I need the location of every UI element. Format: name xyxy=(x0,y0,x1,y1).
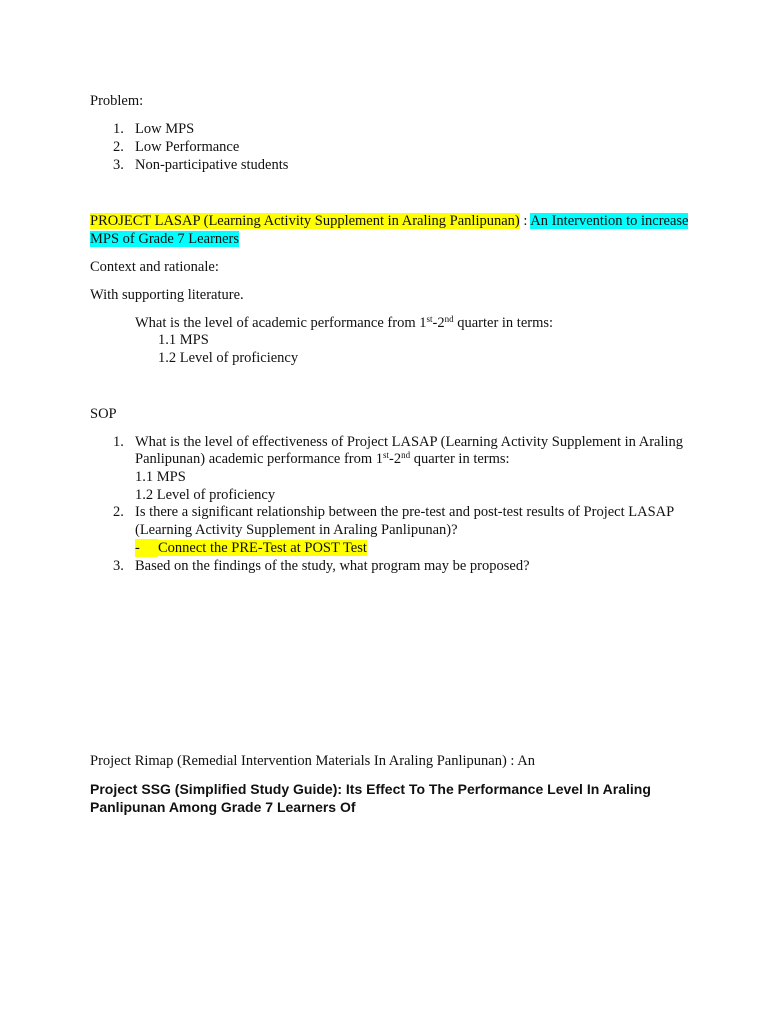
ssg-title-line2: Panlipunan Among Grade 7 Learners Of xyxy=(90,799,356,815)
rimap-line: Project Rimap (Remedial Intervention Materials In Araling Panlipunan) : An xyxy=(90,753,535,769)
sop-item-text-part: Panlipunan) academic performance from 1 xyxy=(135,451,384,467)
highlighted-bullet xyxy=(135,539,367,557)
problem-item: Non-participative students xyxy=(135,157,289,173)
ordinal-sup: nd xyxy=(401,450,411,460)
ordinal-sup: st xyxy=(383,450,390,460)
problem-item-number: 2. xyxy=(113,139,124,155)
bullet-text: Connect the PRE-Test at POST Test xyxy=(158,540,367,556)
sop-heading: SOP xyxy=(90,406,117,422)
project-subtitle-highlight: An Intervention to increase xyxy=(530,213,689,229)
context-question-text: quarter in terms: xyxy=(453,315,554,331)
context-question-text: What is the level of academic performance from 1 xyxy=(135,315,427,331)
project-title-line1 xyxy=(90,212,689,230)
project-title-line2 xyxy=(90,230,668,248)
sop-item-number: 3. xyxy=(113,558,124,574)
ssg-title-line1: Project SSG (Simplified Study Guide): Its Effect To The Performance Level In Araling xyxy=(90,781,651,797)
problem-item-number: 3. xyxy=(113,157,124,173)
literature-note: With supporting literature. xyxy=(90,287,244,303)
context-sub-item: 1.1 MPS xyxy=(158,332,209,348)
context-heading: Context and rationale: xyxy=(90,259,219,275)
problem-item: Low Performance xyxy=(135,139,240,155)
sop-item-number: 2. xyxy=(113,504,124,520)
problem-item: Low MPS xyxy=(135,121,195,137)
project-title-highlight: PROJECT LASAP (Learning Activity Supplement in Araling Panlipunan) xyxy=(90,213,520,229)
project-subtitle-highlight-cont: MPS of Grade 7 Learners xyxy=(90,231,239,247)
sop-sub-item: 1.2 Level of proficiency xyxy=(135,487,276,503)
bullet-dash: - xyxy=(135,539,158,557)
sop-item-text: What is the level of effectiveness of Project LASAP (Learning Activity Supplement in Araling xyxy=(135,434,684,450)
title-separator: : xyxy=(519,213,531,229)
problem-heading: Problem: xyxy=(90,93,144,109)
sop-item-text xyxy=(135,450,510,468)
sop-item-text: (Learning Activity Supplement in Araling Panlipunan)? xyxy=(135,522,458,538)
context-sub-item: 1.2 Level of proficiency xyxy=(158,350,299,366)
ordinal-sup: nd xyxy=(444,314,454,324)
problem-item-number: 1. xyxy=(113,121,124,137)
sop-item-text: Is there a significant relationship between the pre-test and post-test results of Project LASAP xyxy=(135,504,675,520)
sop-item-text: Based on the findings of the study, what program may be proposed? xyxy=(135,558,530,574)
context-question-text: -2 xyxy=(432,315,445,331)
sop-sub-item: 1.1 MPS xyxy=(135,469,186,485)
sop-item-number: 1. xyxy=(113,434,124,450)
sop-item-text-part: quarter in terms: xyxy=(410,451,510,467)
context-question xyxy=(135,314,553,332)
sop-item-text-part: -2 xyxy=(389,451,402,467)
ordinal-sup: st xyxy=(426,314,433,324)
